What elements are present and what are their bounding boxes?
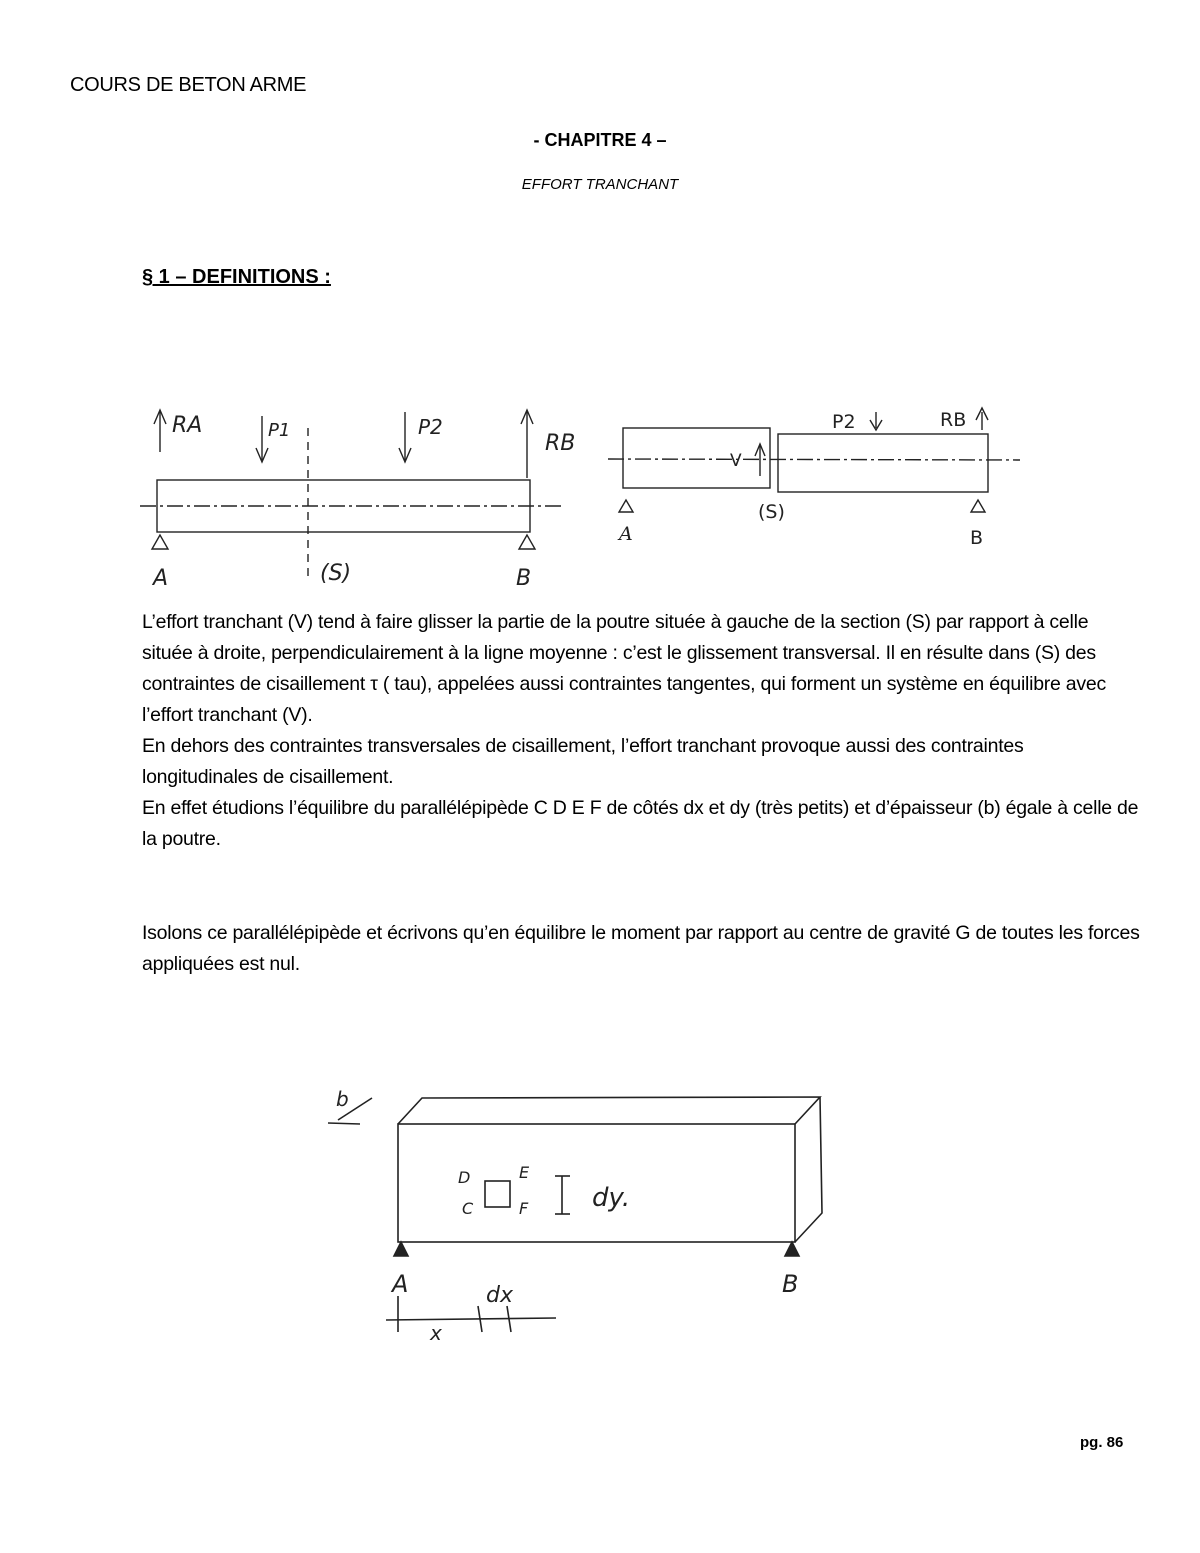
element-cdef — [485, 1181, 510, 1207]
label-b-thickness: b — [336, 1087, 349, 1111]
page-number: pg. 86 — [1080, 1434, 1124, 1451]
paragraph-3: En effet étudions l’équilibre du parallélépipède C D E F de côtés dx et dy (très petits) et d’épaisseur (b) égale à celle de la poutre. — [142, 797, 1139, 850]
label-a-right: A — [619, 523, 633, 545]
label-f: F — [519, 1199, 529, 1218]
label-ra: RA — [172, 413, 203, 438]
label-p2: P2 — [418, 415, 443, 439]
right-part — [778, 434, 988, 492]
beam-axis-right — [608, 459, 1020, 460]
label-v: V — [730, 451, 742, 471]
support-b — [519, 535, 535, 549]
beam-diagram-left — [140, 410, 565, 582]
support-a-3d — [394, 1242, 408, 1256]
label-section-left: (S) — [320, 561, 352, 586]
label-d: D — [458, 1168, 471, 1187]
label-a-3d: A — [392, 1270, 409, 1298]
paragraph-4: Isolons ce parallélépipède et écrivons qu’en équilibre le moment par rapport au centre de gravité G de toutes les forces appliquées est nul. — [142, 922, 1140, 975]
label-b-right: B — [970, 527, 984, 549]
paragraph-2: En dehors des contraintes transversales de cisaillement, l’effort tranchant provoque aussi des contraintes longitudinales de cisaillement. — [142, 735, 1024, 788]
label-e: E — [519, 1163, 530, 1182]
course-title: COURS DE BETON ARME — [70, 74, 307, 96]
chapter-number: - CHAPITRE 4 – — [533, 130, 667, 150]
label-dy: dy. — [592, 1183, 631, 1213]
label-section-right: (S) — [758, 501, 785, 523]
chapter-title: EFFORT TRANCHANT — [521, 176, 679, 193]
label-dx: dx — [486, 1283, 513, 1308]
support-a-right — [619, 500, 633, 512]
paragraph-1: L’effort tranchant (V) tend à faire glisser la partie de la poutre située à gauche de la section (S) par rapport à celle située à droite, perpendiculairement à la ligne moyenne : c’est le glissement transversal. Il en résulte dans (S) des contraintes de cisaillement τ ( tau), appelées aussi contraintes tangentes, qui forment un système en équilibre avec l’effort tranchant (V). — [142, 611, 1106, 726]
label-p2-right: P2 — [832, 411, 856, 433]
label-b-left: B — [516, 566, 532, 591]
label-rb-right: RB — [940, 409, 967, 431]
label-c: C — [462, 1199, 474, 1218]
left-part — [623, 428, 770, 488]
label-x: x — [430, 1321, 442, 1345]
support-b-right — [971, 500, 985, 512]
label-b-3d: B — [782, 1270, 799, 1298]
support-b-3d — [785, 1242, 799, 1256]
support-a — [152, 535, 168, 549]
body-text-2 — [142, 918, 1142, 980]
section-title: § 1 – DEFINITIONS : — [142, 266, 331, 288]
beam-top-face — [398, 1097, 820, 1124]
x-dimension-line — [386, 1318, 556, 1320]
label-rb: RB — [545, 431, 576, 456]
body-text-1 — [142, 607, 1142, 855]
label-a-left: A — [153, 566, 169, 591]
label-p1: P1 — [268, 420, 291, 441]
